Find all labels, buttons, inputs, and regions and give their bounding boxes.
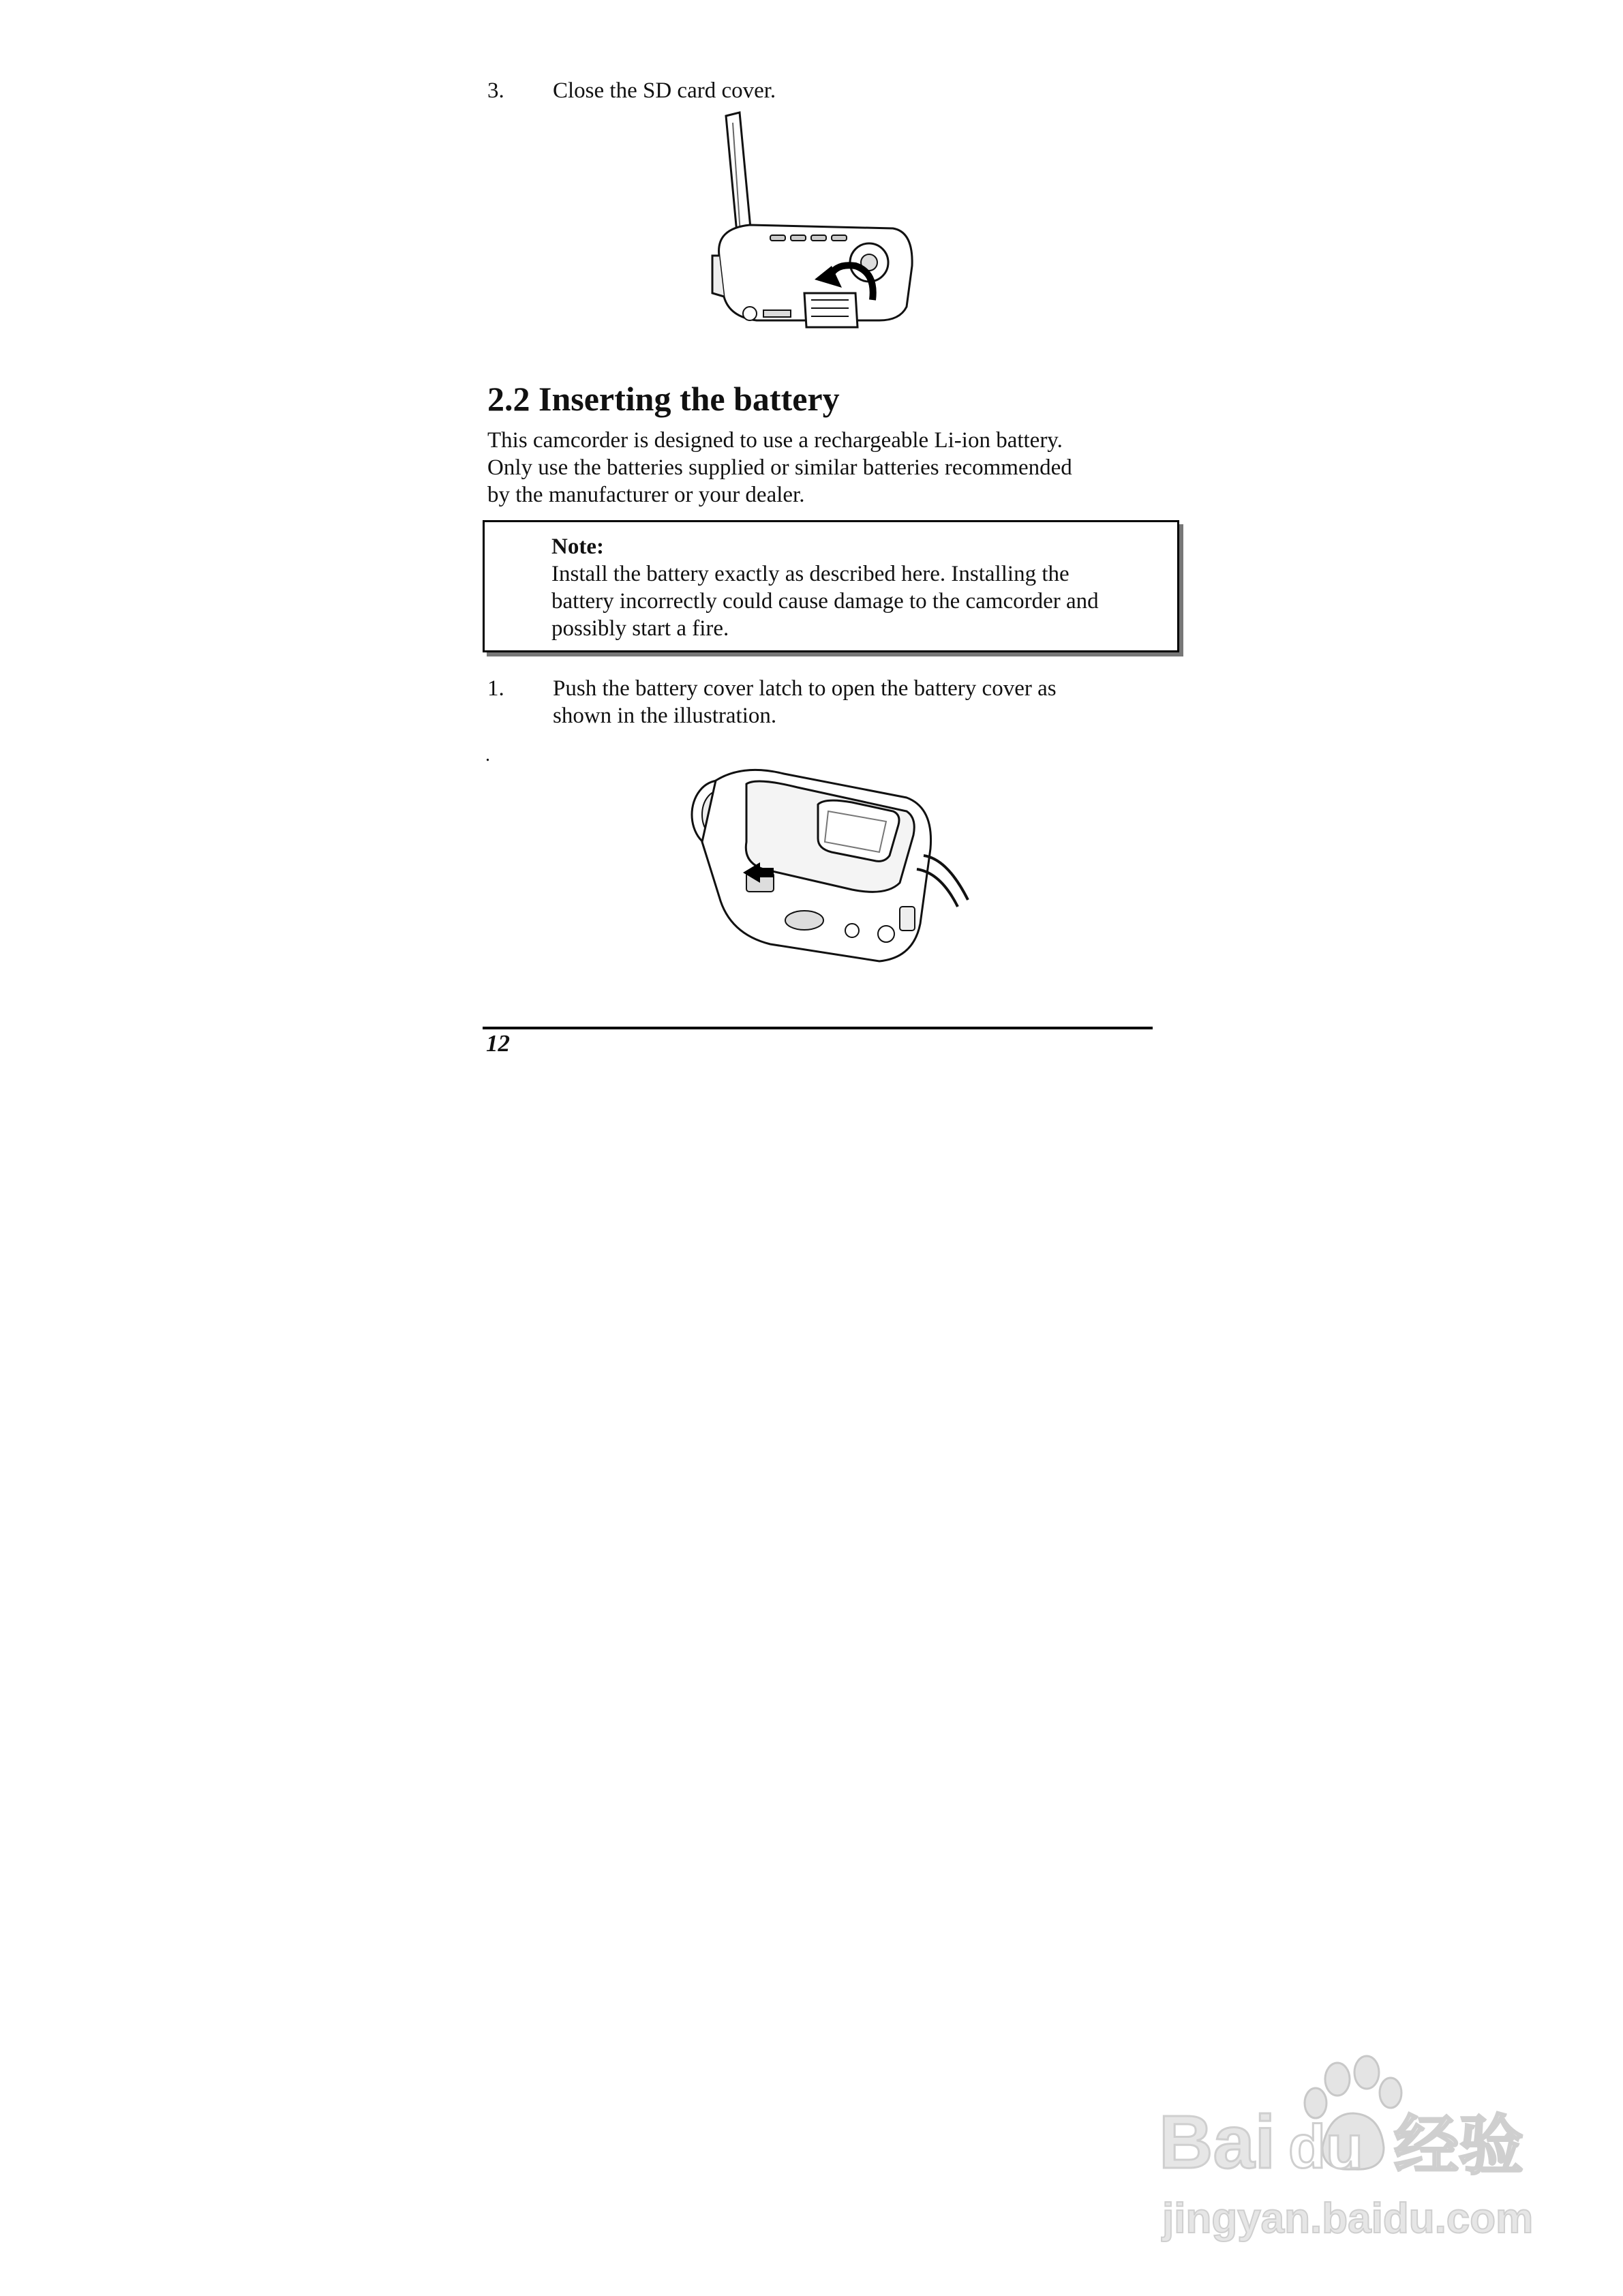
step-3-text: Close the SD card cover. (553, 78, 776, 103)
section-title: 2.2 Inserting the battery (487, 380, 840, 418)
battery-cover-illustration (682, 760, 982, 978)
step-1-line: Push the battery cover latch to open the battery cover as (553, 676, 1057, 701)
intro-line: by the manufacturer or your dealer. (487, 483, 805, 507)
note-line: Install the battery exactly as described here. Installing the (551, 562, 1070, 586)
step-3-number: 3. (487, 78, 504, 103)
intro-line: This camcorder is designed to use a rechargeable Li-ion battery. (487, 428, 1063, 453)
svg-text:经验: 经验 (1394, 2110, 1524, 2182)
note-title: Note: (551, 534, 604, 559)
intro-paragraph (487, 427, 1072, 509)
svg-text:du: du (1288, 2113, 1363, 2181)
footer-rule (483, 1027, 1153, 1029)
svg-text:jingyan.baidu.com: jingyan.baidu.com (1162, 2195, 1534, 2242)
note-line: battery incorrectly could cause damage to the camcorder and (551, 589, 1099, 614)
svg-text:Bai: Bai (1159, 2100, 1276, 2184)
step-1-number: 1. (487, 676, 504, 701)
step-1-text (553, 675, 1057, 729)
note-line: possibly start a fire. (551, 616, 729, 641)
intro-line: Only use the batteries supplied or similar batteries recommended (487, 455, 1072, 480)
stray-mark: . (485, 744, 490, 766)
page-number: 12 (486, 1030, 510, 1057)
step-1-line: shown in the illustration. (553, 704, 777, 728)
note-box (483, 520, 1179, 652)
sd-card-cover-illustration (709, 109, 920, 341)
baidu-watermark-logo (1159, 2052, 1541, 2256)
